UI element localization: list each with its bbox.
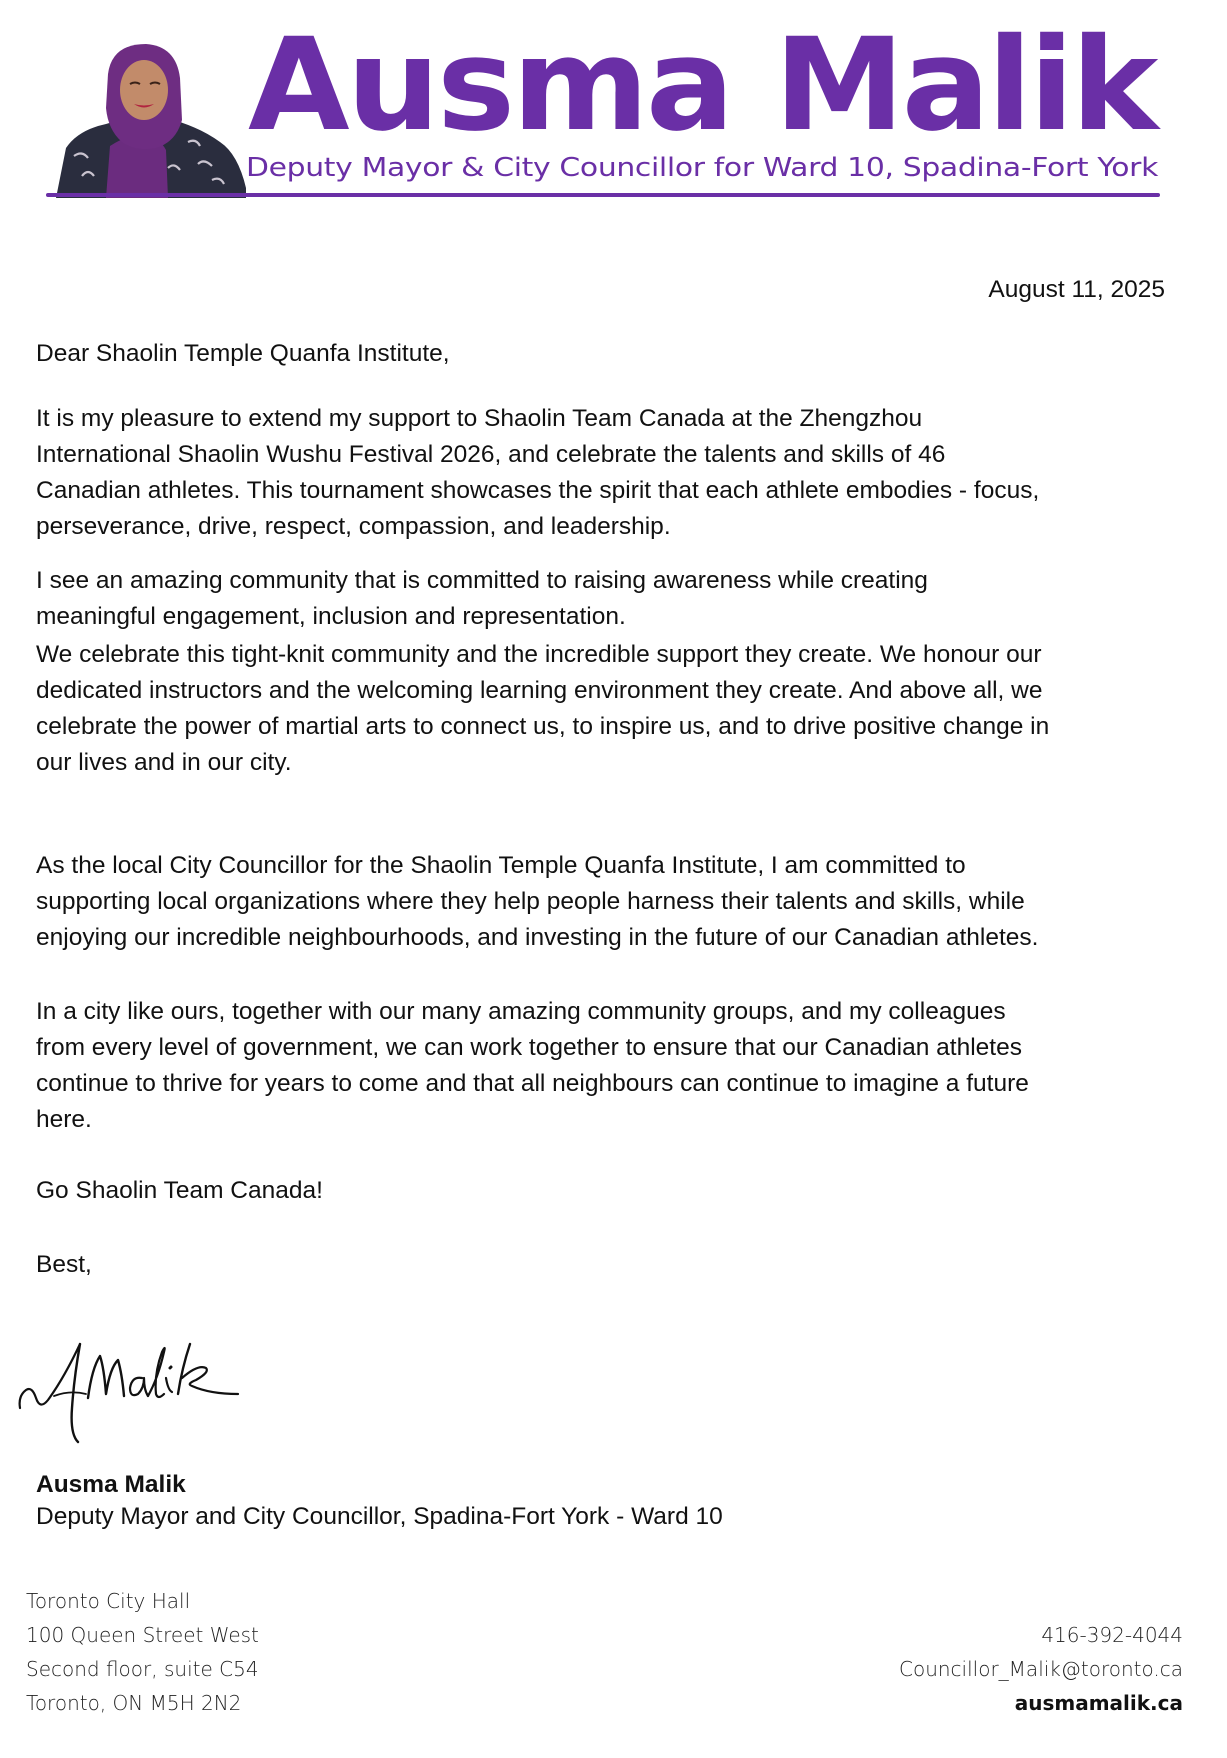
paragraph-line: enjoying our incredible neighbourhoods, and investing in the future of our Canadian athletes. (36, 924, 1039, 951)
paragraph (36, 994, 1029, 1138)
paragraph-line: perseverance, drive, respect, compassion, and leadership. (36, 513, 671, 540)
footer-phone: 416-392-4044 (1041, 1623, 1183, 1647)
paragraph-line: dedicated instructors and the welcoming learning environment they create. And above all, we (36, 677, 1043, 704)
footer-contact (899, 1618, 1183, 1720)
address-line: Second floor, suite C54 (26, 1657, 259, 1681)
signatory-name: Ausma Malik (36, 1471, 186, 1498)
paragraph (36, 563, 928, 635)
paragraph (36, 401, 1039, 545)
address-line: Toronto City Hall (26, 1589, 191, 1613)
closing-line: Go Shaolin Team Canada! (36, 1177, 323, 1204)
paragraph-line: We celebrate this tight-knit community and the incredible support they create. We honour our (36, 641, 1042, 668)
paragraph-line: our lives and in our city. (36, 749, 292, 776)
person-portrait-icon (48, 38, 248, 198)
paragraph-line: I see an amazing community that is committed to raising awareness while creating (36, 567, 928, 594)
paragraph-line: Canadian athletes. This tournament showcases the spirit that each athlete embodies - focus, (36, 477, 1040, 504)
address-line: Toronto, ON M5H 2N2 (26, 1691, 242, 1715)
signatory-title: Deputy Mayor and City Councillor, Spadina-Fort York - Ward 10 (36, 1503, 723, 1530)
paragraph-line: continue to thrive for years to come and that all neighbours can continue to imagine a future (36, 1070, 1029, 1097)
paragraph (36, 848, 1038, 956)
paragraph-line: As the local City Councillor for the Shaolin Temple Quanfa Institute, I am committed to (36, 852, 966, 879)
paragraph-line: International Shaolin Wushu Festival 2026, and celebrate the talents and skills of 46 (36, 441, 946, 468)
portrait-photo (48, 38, 248, 198)
handwritten-signature (14, 1338, 250, 1448)
salutation: Dear Shaolin Temple Quanfa Institute, (36, 340, 450, 367)
letterhead-divider (46, 193, 1160, 197)
sign-off: Best, (36, 1251, 92, 1278)
letterhead-name: Ausma Malik (248, 11, 1156, 160)
paragraph (36, 637, 1049, 781)
letter-date: August 11, 2025 (988, 276, 1165, 303)
letterhead-subtitle: Deputy Mayor & City Councillor for Ward 10, Spadina-Fort York (246, 153, 1159, 183)
footer-website[interactable]: ausmamalik.ca (1014, 1691, 1183, 1715)
paragraph-line: here. (36, 1106, 92, 1133)
address-line: 100 Queen Street West (26, 1623, 259, 1647)
paragraph-line: In a city like ours, together with our many amazing community groups, and my colleagues (36, 998, 1006, 1025)
footer-email[interactable]: Councillor_Malik@toronto.ca (899, 1657, 1183, 1681)
paragraph-line: It is my pleasure to extend my support to Shaolin Team Canada at the Zhengzhou (36, 405, 923, 432)
paragraph-line: celebrate the power of martial arts to connect us, to inspire us, and to drive positive change in (36, 713, 1050, 740)
paragraph-line: supporting local organizations where they help people harness their talents and skills, while (36, 888, 1025, 915)
paragraph-line: from every level of government, we can work together to ensure that our Canadian athletes (36, 1034, 1022, 1061)
footer-address (26, 1584, 259, 1720)
paragraph-line: meaningful engagement, inclusion and representation. (36, 603, 626, 630)
